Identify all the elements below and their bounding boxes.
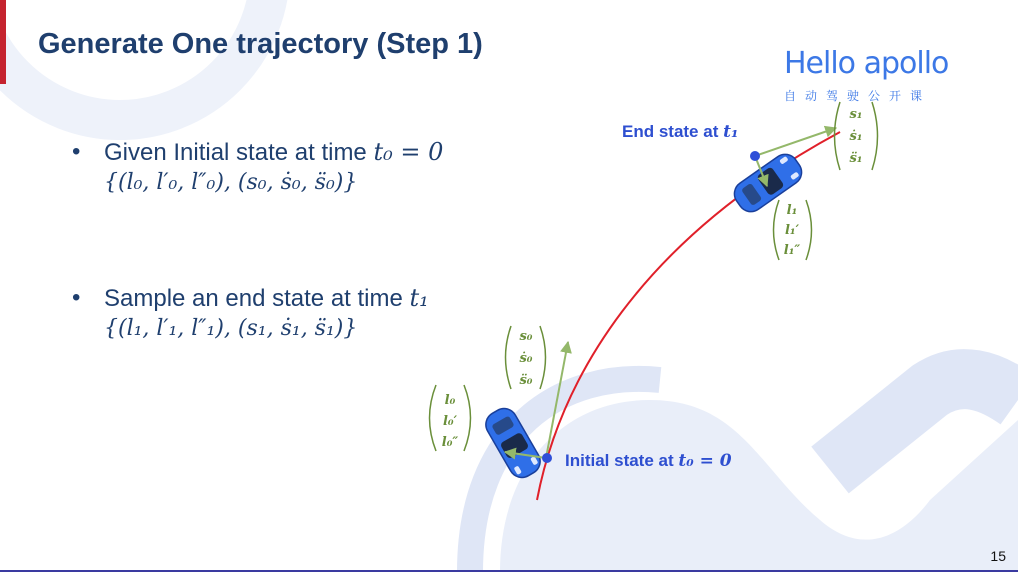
car-initial xyxy=(481,404,545,482)
vec-l1-2: l₁″ xyxy=(783,243,801,258)
vec-s1-1: ṡ₁ xyxy=(849,129,863,144)
vec-l0-2: l₀″ xyxy=(441,435,459,450)
end-state-point xyxy=(750,151,760,161)
bullet-formula: {(l₀, l′₀, l″₀), (s₀, ṡ₀, s̈₀)} xyxy=(104,170,358,195)
vec-l1-0: l₁ xyxy=(786,203,798,218)
vec-l0-0: l₀ xyxy=(444,393,456,408)
logo-main-text: Hello apollo xyxy=(784,46,949,81)
end-state-label xyxy=(622,122,738,142)
end-state-label-math: t₁ xyxy=(723,122,739,142)
bullet-text-plain: Given Initial state at time xyxy=(104,139,374,166)
vec-s0-0: s₀ xyxy=(519,329,533,344)
slide-title: Generate One trajectory (Step 1) xyxy=(38,28,483,60)
vector-brackets xyxy=(430,102,878,451)
page-number: 15 xyxy=(990,548,1006,564)
vec-l1-1: l₁′ xyxy=(784,223,800,238)
initial-state-point xyxy=(542,453,552,463)
end-state-label-text: End state at xyxy=(622,122,724,141)
tangent-vector-initial xyxy=(546,342,568,458)
vec-s0-2: s̈₀ xyxy=(519,373,533,388)
vec-l0-1: l₀′ xyxy=(442,414,458,429)
trajectory-curve xyxy=(537,132,840,500)
bullet-formula: {(l₁, l′₁, l″₁), (s₁, ṡ₁, s̈₁)} xyxy=(104,316,358,341)
logo-sub-text: 自动驾驶公开课 xyxy=(784,89,932,103)
bullet-text-plain: Sample an end state at time xyxy=(104,285,410,312)
bullet-marker: • xyxy=(72,284,81,311)
initial-state-label xyxy=(565,451,732,471)
initial-state-label-text: Initial state at xyxy=(565,451,679,470)
vec-s1-2: s̈₁ xyxy=(849,151,863,166)
vec-s0-1: ṡ₀ xyxy=(519,351,533,366)
bullet-math: t₁ xyxy=(409,284,429,312)
initial-state-label-math: t₀ = 0 xyxy=(678,451,732,471)
bullet-marker: • xyxy=(72,138,81,165)
vec-s1-0: s₁ xyxy=(849,107,863,122)
bullet-math: t₀ = 0 xyxy=(373,138,444,166)
